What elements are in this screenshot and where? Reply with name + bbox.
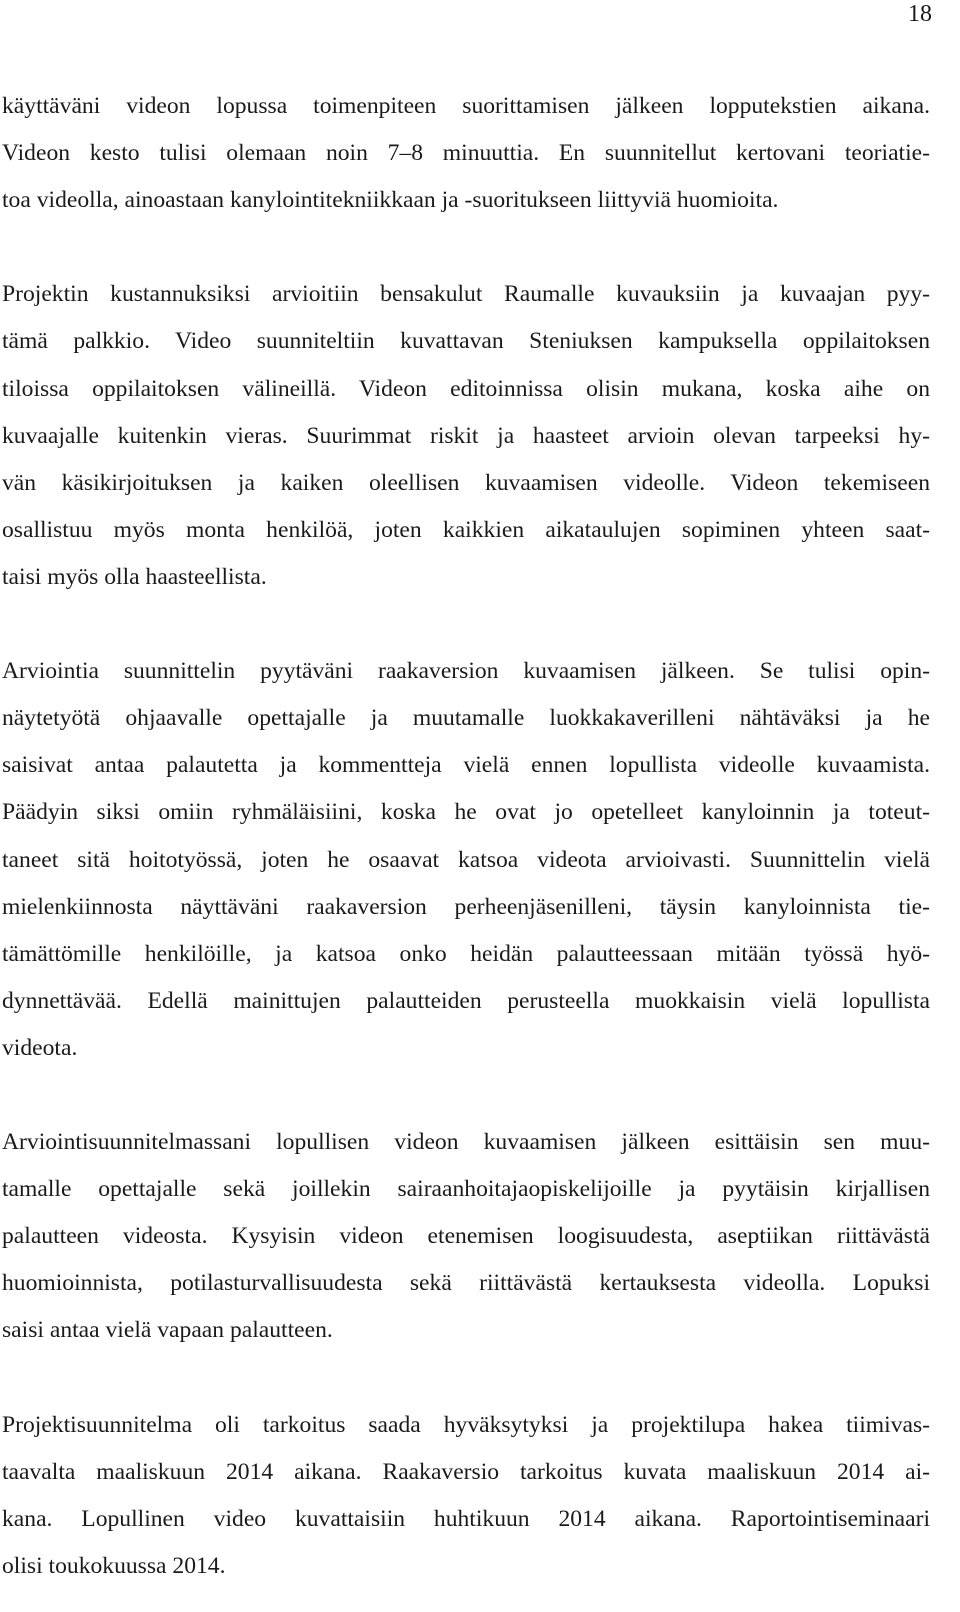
text-line: Projektisuunnitelma oli tarkoitus saada hyväksytyksi ja projektilupa hakea tiimivas- — [2, 1411, 930, 1438]
text-line: huomioinnista, potilasturvallisuudesta sekä riittävästä kertauksesta videolla. Lopuksi — [2, 1270, 930, 1297]
text-line: tämä palkkio. Video suunniteltiin kuvattavan Steniuksen kampuksella oppilaitoksen — [2, 328, 930, 355]
paragraph-gap — [2, 1355, 930, 1402]
paragraph-4 — [2, 1119, 930, 1354]
text-line: Videon kesto tulisi olemaan noin 7–8 minuuttia. En suunnitellut kertovani teoriatie- — [2, 140, 930, 167]
text-line: Arviointia suunnittelin pyytäväni raakaversion kuvaamisen jälkeen. Se tulisi opin- — [2, 658, 930, 685]
text-line: Projektin kustannuksiksi arvioitiin bensakulut Raumalle kuvauksiin ja kuvaajan pyy- — [2, 281, 930, 308]
paragraph-2 — [2, 271, 930, 601]
paragraph-gap — [2, 1072, 930, 1119]
body-text — [2, 83, 930, 1590]
paragraph-5 — [2, 1402, 930, 1590]
text-line: tämättömille henkilöille, ja katsoa onko heidän palautteessaan mitään työssä hyö- — [2, 940, 930, 967]
text-line: videota. — [2, 1034, 78, 1061]
paragraph-3 — [2, 648, 930, 1072]
text-line: saisivat antaa palautetta ja kommentteja vielä ennen lopullista videolle kuvaamista. — [2, 752, 930, 779]
text-line: tiloissa oppilaitoksen välineillä. Videon editoinnissa olisin mukana, koska aihe on — [2, 375, 930, 402]
text-line: saisi antaa vielä vapaan palautteen. — [2, 1317, 333, 1344]
paragraph-gap — [2, 601, 930, 648]
text-line: tamalle opettajalle sekä joillekin sairaanhoitajaopiskelijoille ja pyytäisin kirjallisen — [2, 1176, 930, 1203]
text-line: osallistuu myös monta henkilöä, joten kaikkien aikataulujen sopiminen yhteen saat- — [2, 516, 930, 543]
text-line: mielenkiinnosta näyttäväni raakaversion perheenjäsenilleni, täysin kanyloinnista tie- — [2, 893, 930, 920]
text-line: näytetyötä ohjaavalle opettajalle ja muutamalle luokkakaverilleni nähtäväksi ja he — [2, 705, 930, 732]
text-line: taneet sitä hoitotyössä, joten he osaavat katsoa videota arvioivasti. Suunnittelin vielä — [2, 846, 930, 873]
page-number: 18 — [908, 1, 932, 27]
text-line: Arviointisuunnitelmassani lopullisen videon kuvaamisen jälkeen esittäisin sen muu- — [2, 1129, 930, 1156]
paragraph-gap — [2, 224, 930, 271]
text-line: käyttäväni videon lopussa toimenpiteen suorittamisen jälkeen lopputekstien aikana. — [2, 93, 930, 119]
text-line: Päädyin siksi omiin ryhmäläisiini, koska he ovat jo opetelleet kanyloinnin ja toteut- — [2, 799, 930, 826]
text-line: taavalta maaliskuun 2014 aikana. Raakaversio tarkoitus kuvata maaliskuun 2014 ai- — [2, 1458, 930, 1485]
text-line: palautteen videosta. Kysyisin videon etenemisen loogisuudesta, aseptiikan riittävästä — [2, 1223, 930, 1250]
text-line: dynnettävää. Edellä mainittujen palautteiden perusteella muokkaisin vielä lopullista — [2, 987, 930, 1014]
text-line: olisi toukokuussa 2014. — [2, 1552, 226, 1579]
text-line: vän käsikirjoituksen ja kaiken oleellisen kuvaamisen videolle. Videon tekemiseen — [2, 469, 930, 496]
text-line: kana. Lopullinen video kuvattaisiin huhtikuun 2014 aikana. Raportointiseminaari — [2, 1505, 930, 1532]
paragraph-1 — [2, 83, 930, 224]
text-line: toa videolla, ainoastaan kanylointitekniikkaan ja -suoritukseen liittyviä huomioita. — [2, 187, 779, 214]
text-line: kuvaajalle kuitenkin vieras. Suurimmat riskit ja haasteet arvioin olevan tarpeeksi hy- — [2, 422, 930, 449]
text-line: taisi myös olla haasteellista. — [2, 563, 267, 590]
